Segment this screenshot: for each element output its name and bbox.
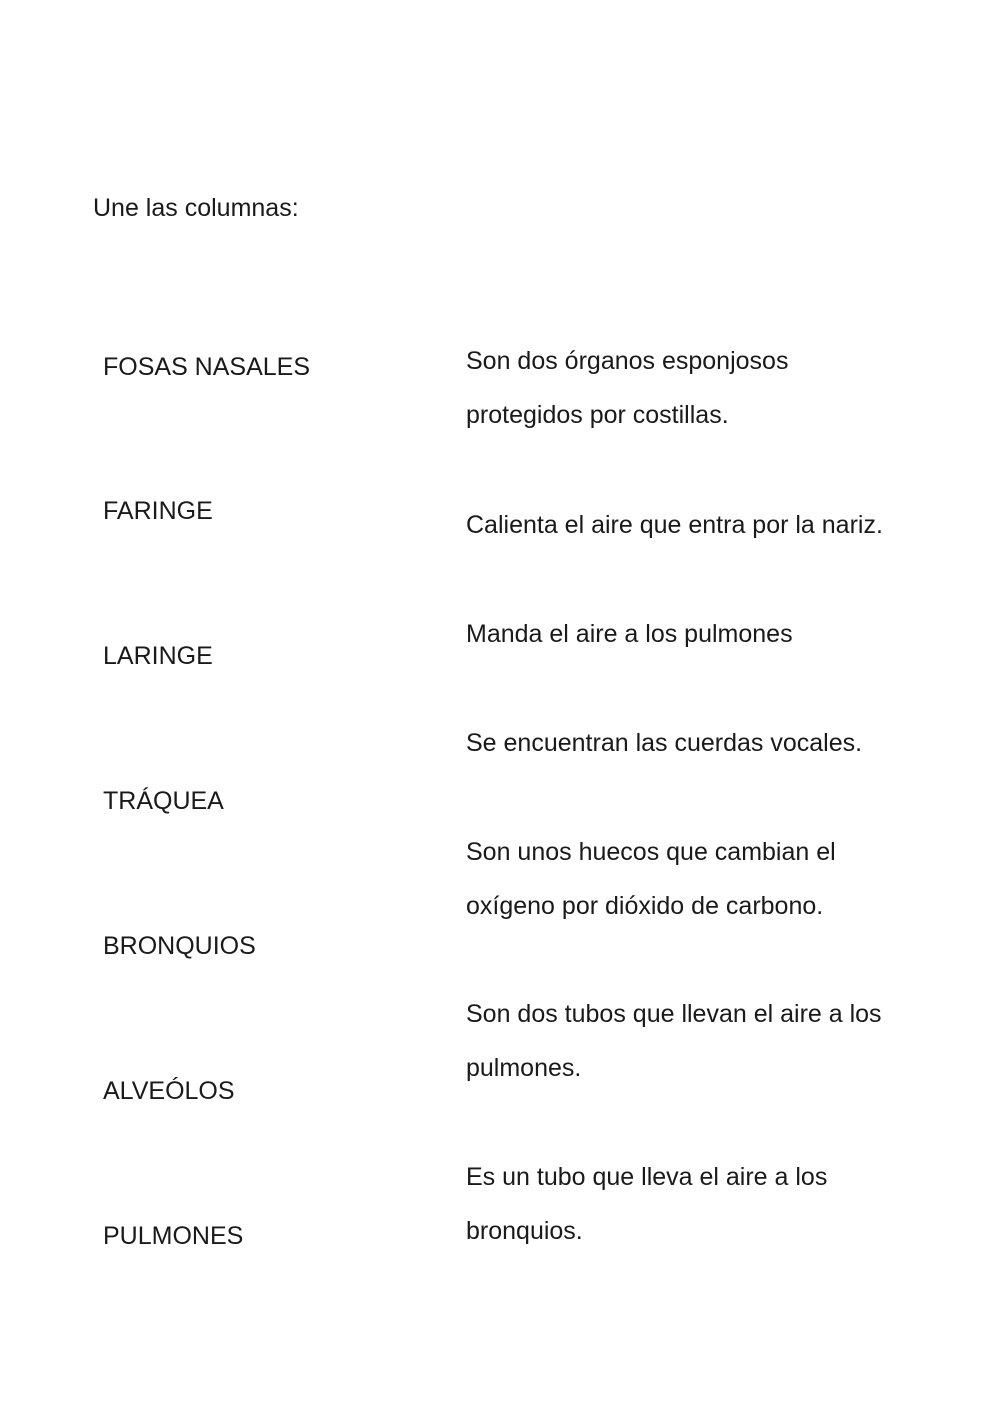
term-traquea: TRÁQUEA	[103, 787, 224, 815]
definition-line: Se encuentran las cuerdas vocales.	[466, 729, 863, 757]
definition-item	[466, 510, 966, 540]
definition-item	[466, 837, 966, 921]
definition-line: Calienta el aire que entra por la nariz.	[466, 511, 883, 539]
definition-item	[466, 1162, 966, 1246]
definition-line: Manda el aire a los pulmones	[466, 620, 793, 648]
term-alveolos: ALVEÓLOS	[103, 1077, 235, 1105]
definition-item	[466, 999, 966, 1083]
definition-line: pulmones.	[466, 1054, 582, 1082]
definition-line: Son dos tubos que llevan el aire a los	[466, 1000, 882, 1028]
definition-line: bronquios.	[466, 1217, 583, 1245]
definition-line: protegidos por costillas.	[466, 401, 729, 429]
definition-line: Son unos huecos que cambian el	[466, 838, 836, 866]
instruction-text: Une las columnas:	[93, 194, 299, 222]
definition-item	[466, 728, 966, 758]
definition-line: Son dos órganos esponjosos	[466, 347, 789, 375]
term-faringe: FARINGE	[103, 497, 213, 525]
definition-item	[466, 346, 966, 430]
definition-line: Es un tubo que lleva el aire a los	[466, 1163, 828, 1191]
term-pulmones: PULMONES	[103, 1222, 244, 1250]
term-fosas-nasales: FOSAS NASALES	[103, 353, 311, 381]
definition-item	[466, 619, 966, 649]
definition-line: oxígeno por dióxido de carbono.	[466, 892, 824, 920]
term-bronquios: BRONQUIOS	[103, 932, 256, 960]
term-laringe: LARINGE	[103, 642, 213, 670]
